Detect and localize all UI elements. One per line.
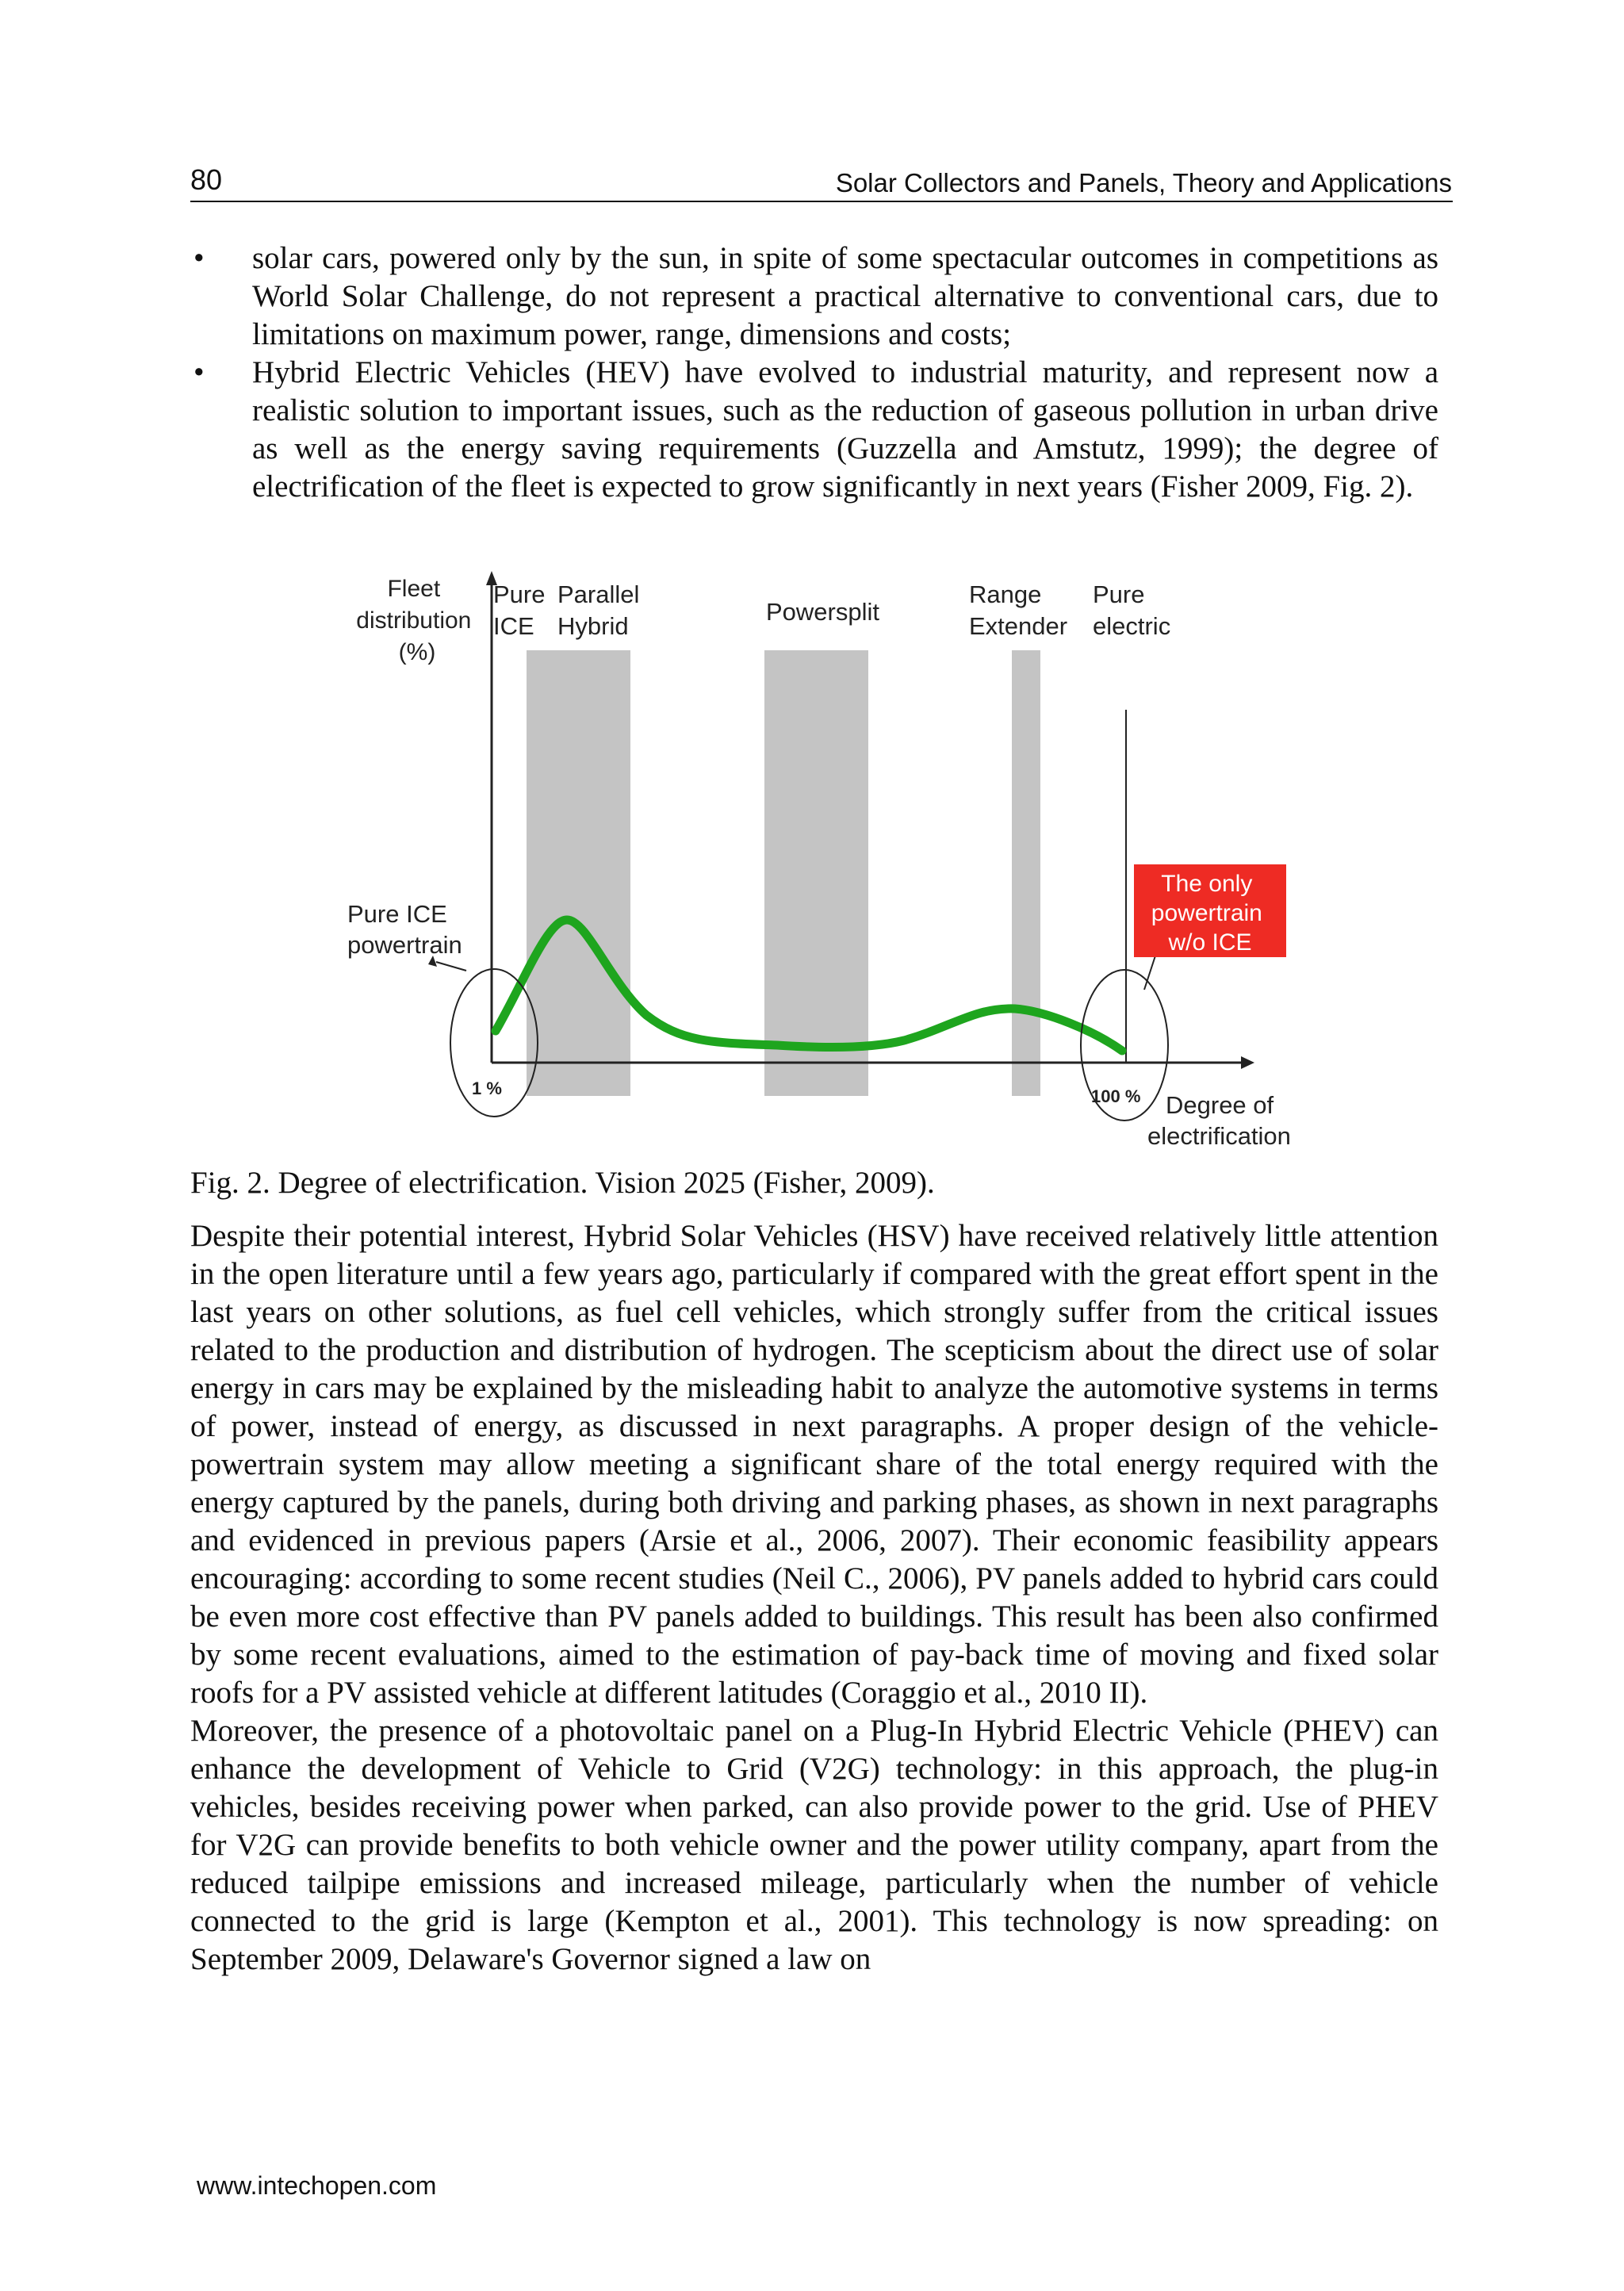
x-axis-arrow	[1241, 1056, 1254, 1069]
x-start-label: 1 %	[472, 1078, 502, 1098]
body-paragraphs	[190, 1217, 1438, 1979]
band-label-line: ICE	[493, 612, 534, 640]
band-label-line: electric	[1093, 612, 1171, 640]
y-axis-label	[356, 576, 477, 665]
band-label-range-extender	[969, 580, 1067, 640]
highlight-text	[1151, 871, 1269, 956]
note-line: powertrain	[347, 931, 462, 959]
band-label-line: Parallel	[557, 580, 640, 608]
bullet-list	[190, 239, 1438, 506]
band-label-parallel-hybrid	[557, 580, 646, 640]
band-powersplit	[764, 650, 868, 1096]
header-rule	[190, 201, 1453, 202]
bullet-item	[190, 239, 1438, 354]
bullet-text: Hybrid Electric Vehicles (HEV) have evolved to industrial maturity, and represent now a realistic solution to important issues, such as the reduction of gaseous pollution in urban drive as well as the energy saving requirements (Guzzella and Amstutz, 1999); the degree of electrification of the fleet is expected to grow significantly in next years (Fisher 2009, Fig. 2).	[252, 355, 1438, 504]
band-label-pure-electric	[1093, 580, 1170, 640]
band-label-pure-ice	[493, 580, 552, 640]
x-axis-label-line: Degree of	[1166, 1091, 1274, 1119]
band-parallel-hybrid	[527, 650, 630, 1096]
electrification-figure	[333, 555, 1316, 1158]
band-label-powersplit	[766, 598, 879, 626]
running-title: Solar Collectors and Panels, Theory and Applications	[835, 168, 1452, 197]
pure-ice-note	[347, 900, 462, 959]
paragraph: Despite their potential interest, Hybrid Solar Vehicles (HSV) have received relatively little attention in the open literature until a few years ago, particularly if compared with the great effort spent in the last years on other solutions, as fuel cell vehicles, which strongly suffer from the critical issues related to the production and distribution of hydrogen. The scepticism about the direct use of solar energy in cars may be explained by the misleading habit to analyze the automotive systems in terms of power, instead of energy, as discussed in next paragraphs. A proper design of the vehicle-powertrain system may allow meeting a significant share of the total energy required with the energy captured by the panels, during both driving and parking phases, as shown in next paragraphs and evidenced in previous papers (Arsie et al., 2006, 2007). Their economic feasibility appears encouraging: according to some recent studies (Neil C., 2006), PV panels added to hybrid cars could be even more cost effective than PV panels added to buildings. This result has been also confirmed by some recent evaluations, aimed to the estimation of pay-back time of moving and fixed solar roofs for a PV assisted vehicle at different latitudes (Coraggio et al., 2010 II).	[190, 1219, 1438, 1710]
band-label-line: Range	[969, 580, 1042, 608]
bullet-text: solar cars, powered only by the sun, in spite of some spectacular outcomes in competitions as World Solar Challenge, do not represent a practical alternative to conventional cars, due to limitations on maximum power, range, dimensions and costs;	[252, 241, 1438, 351]
band-label-line: Extender	[969, 612, 1068, 640]
x-axis-label-line: electrification	[1147, 1122, 1291, 1150]
figure-caption: Fig. 2. Degree of electrification. Vision 2025 (Fisher, 2009).	[190, 1166, 935, 1200]
x-end-label: 100 %	[1091, 1086, 1141, 1106]
note-line: Pure ICE	[347, 900, 447, 928]
band-label-line: Pure	[493, 580, 546, 608]
page-number: 80	[190, 163, 223, 196]
band-label-line: Pure	[1093, 580, 1145, 608]
highlight-line: w/o ICE	[1168, 929, 1252, 956]
footer-url: www.intechopen.com	[197, 2171, 437, 2200]
y-axis-label-line: distribution	[356, 607, 472, 634]
y-axis-label-line: Fleet	[387, 576, 441, 602]
paragraph: Moreover, the presence of a photovoltaic panel on a Plug-In Hybrid Electric Vehicle (PHEV) can enhance the development of Vehicle to Grid (V2G) technology: in this approach, the plug-in vehicles, besides receiving power when parked, can also provide power to the grid. Use of PHEV for V2G can provide benefits to both vehicle owner and the power utility company, apart from the reduced tailpipe emissions and increased mileage, particularly when the number of vehicle connected to the grid is large (Kempton et al., 2001). This technology is now spreading: on September 2009, Delaware's Governor signed a law on	[190, 1714, 1438, 1976]
highlight-line: powertrain	[1151, 900, 1262, 926]
band-label-line: Powersplit	[766, 598, 879, 626]
x-axis-label	[1147, 1091, 1291, 1150]
y-axis-label-line: (%)	[398, 639, 436, 665]
band-range-extender	[1012, 650, 1040, 1096]
band-label-line: Hybrid	[557, 612, 629, 640]
highlight-line: The only	[1161, 871, 1253, 897]
bullet-item	[190, 354, 1438, 506]
left-note-arrow	[436, 962, 466, 971]
